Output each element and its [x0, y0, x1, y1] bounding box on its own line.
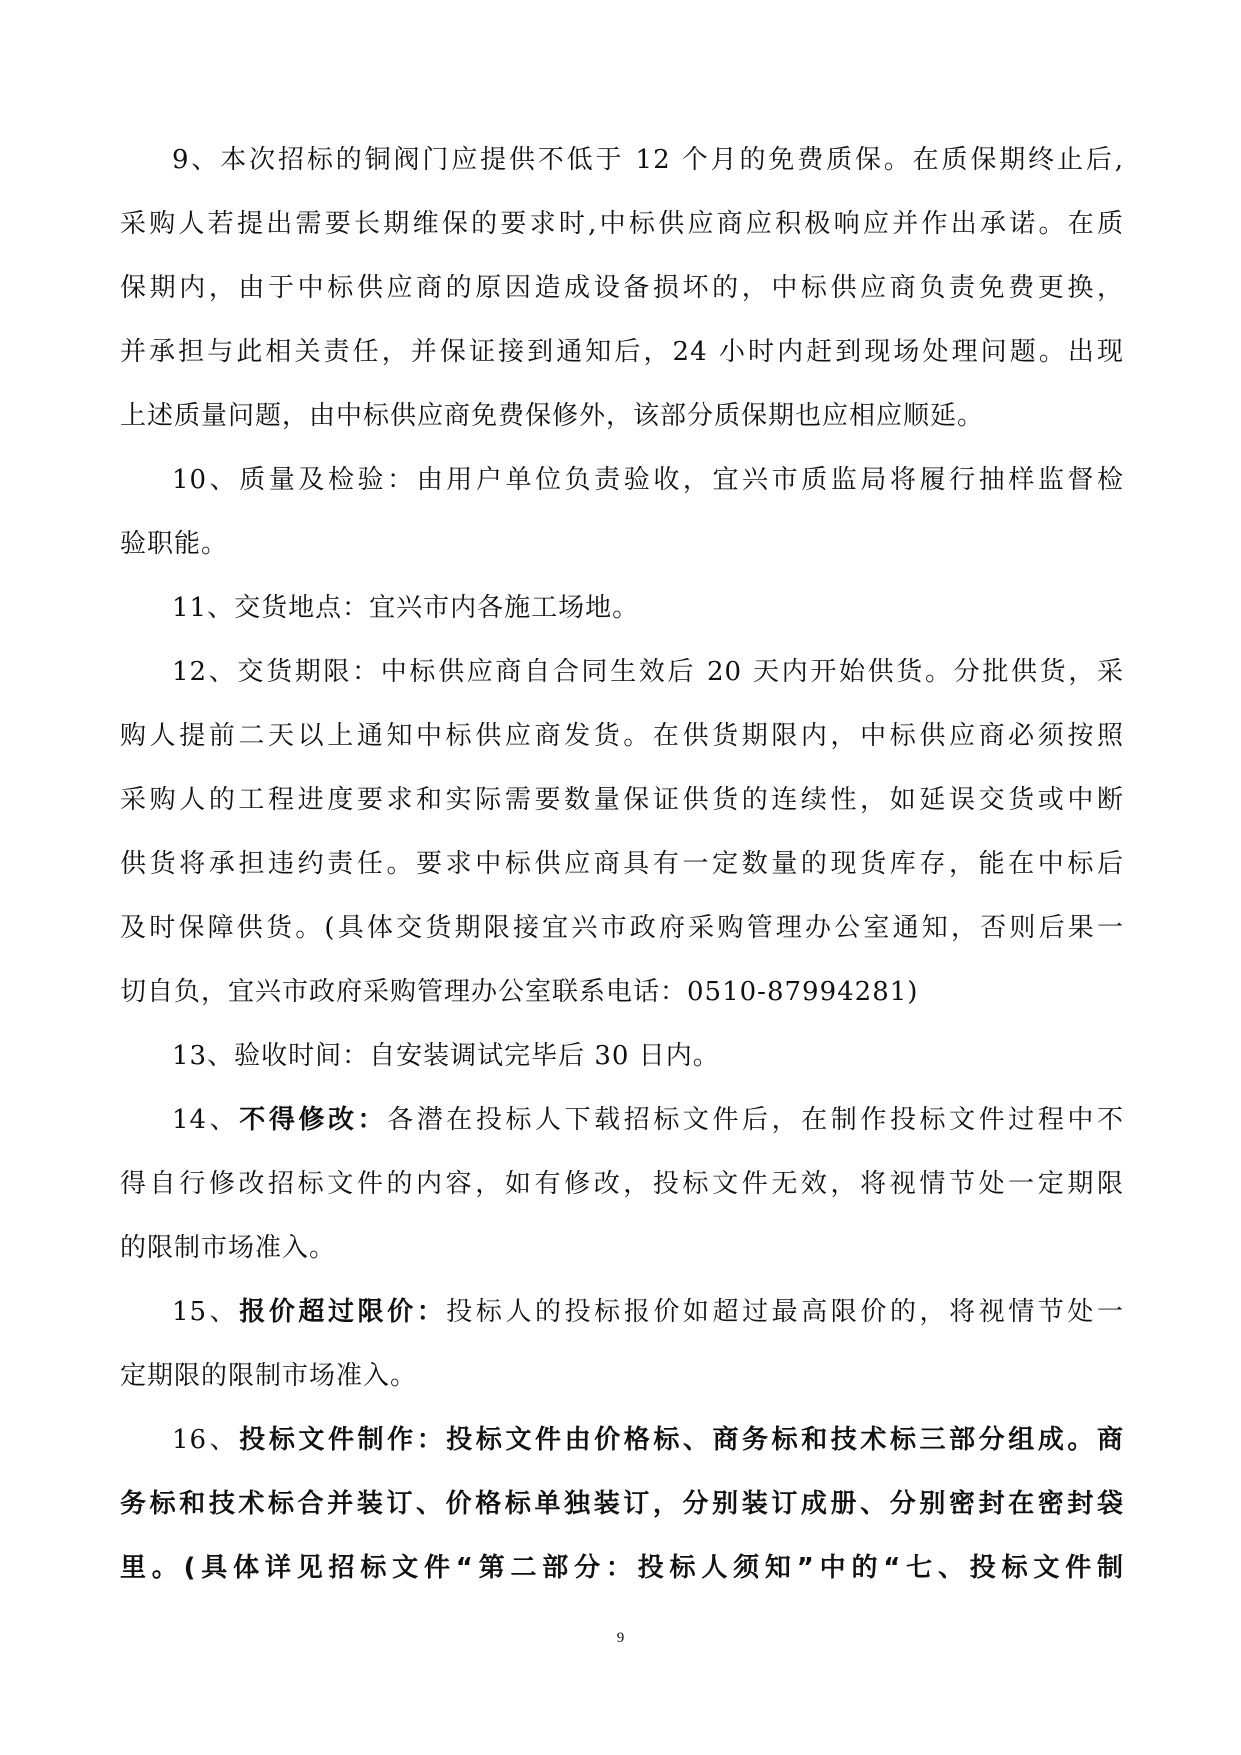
paragraph-16 — [120, 1408, 1124, 1600]
text-line: 及时保障供货。(具体交货期限接宜兴市政府采购管理办公室通知，否则后果一 — [120, 913, 1124, 943]
text-line: 供货将承担违约责任。要求中标供应商具有一定数量的现货库存，能在中标后 — [120, 849, 1124, 879]
text-line: 并承担与此相关责任，并保证接到通知后，24 小时内赶到现场处理问题。出现 — [120, 337, 1124, 367]
text-line: 上述质量问题，由中标供应商免费保修外，该部分质保期也应相应顺延。 — [120, 401, 985, 431]
text-line: 13、验收时间：自安装调试完毕后 30 日内。 — [172, 1041, 720, 1071]
document-body — [120, 128, 1124, 1600]
text-line — [120, 1408, 1124, 1472]
text-run: 各潜在投标人下载招标文件后，在制作投标文件过程中不 — [387, 1105, 1124, 1135]
paragraph-15 — [120, 1280, 1124, 1408]
bold-label: 报价超过限价： — [239, 1297, 447, 1327]
paragraph-14 — [120, 1088, 1124, 1280]
text-line — [120, 1088, 1124, 1152]
paragraph-12 — [120, 640, 1124, 1024]
paragraph-9 — [120, 128, 1124, 448]
item-number: 14、 — [172, 1105, 240, 1135]
bold-label: 不得修改： — [239, 1105, 388, 1135]
text-line — [120, 1280, 1124, 1344]
text-line: 定期限的限制市场准入。 — [120, 1361, 418, 1391]
page-number: 9 — [616, 1630, 625, 1646]
text-run: 投标人的投标报价如超过最高限价的，将视情节处一 — [446, 1297, 1124, 1327]
bold-text-line: 务标和技术标合并装订、价格标单独装订，分别装订成册、分别密封在密封袋 — [120, 1489, 1124, 1519]
text-line: 得自行修改招标文件的内容，如有修改，投标文件无效，将视情节处一定期限 — [120, 1169, 1124, 1199]
paragraph-10 — [120, 448, 1124, 576]
text-line: 购人提前二天以上通知中标供应商发货。在供货期限内，中标供应商必须按照 — [120, 721, 1124, 751]
text-line: 10、质量及检验：由用户单位负责验收，宜兴市质监局将履行抽样监督检 — [172, 465, 1124, 495]
text-line: 保期内，由于中标供应商的原因造成设备损坏的，中标供应商负责免费更换， — [120, 273, 1124, 303]
bold-text-line: 里。(具体详见招标文件“第二部分：投标人须知”中的“七、投标文件制 — [120, 1553, 1124, 1583]
text-line: 切自负，宜兴市政府采购管理办公室联系电话：0510-87994281) — [120, 977, 919, 1007]
item-number: 15、 — [172, 1297, 240, 1327]
paragraph-11 — [120, 576, 1124, 640]
text-line: 采购人的工程进度要求和实际需要数量保证供货的连续性，如延误交货或中断 — [120, 785, 1124, 815]
paragraph-13 — [120, 1024, 1124, 1088]
item-number: 16、 — [172, 1425, 240, 1455]
text-line: 采购人若提出需要长期维保的要求时,中标供应商应积极响应并作出承诺。在质 — [120, 209, 1124, 239]
bold-text-run: 投标文件制作：投标文件由价格标、商务标和技术标三部分组成。商 — [239, 1425, 1124, 1455]
text-line: 11、交货地点：宜兴市内各施工场地。 — [172, 593, 640, 623]
text-line: 的限制市场准入。 — [120, 1233, 337, 1263]
text-line: 验职能。 — [120, 529, 229, 559]
text-line: 9、本次招标的铜阀门应提供不低于 12 个月的免费质保。在质保期终止后, — [172, 145, 1124, 175]
text-line: 12、交货期限：中标供应商自合同生效后 20 天内开始供货。分批供货，采 — [172, 657, 1124, 687]
